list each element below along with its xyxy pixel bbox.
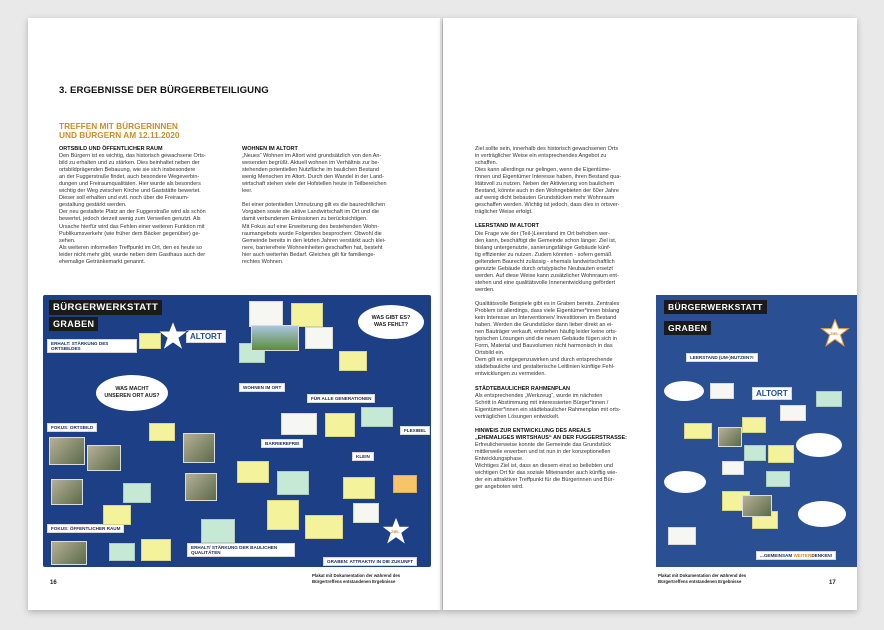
sticky-note xyxy=(305,515,343,539)
text-line: leider nicht mehr gibt, wurde neben dem Gasthaus auch der xyxy=(59,251,206,258)
poster-caption xyxy=(658,573,746,585)
sticky-note xyxy=(277,471,309,495)
text-line: stehen und eine qualitätsvolle Innenentwicklung gefördert xyxy=(475,279,616,286)
text-line: wichtig der Weg zwischen Kirche und Gaststätte bewertet. xyxy=(59,188,201,195)
text-line: Ziel sollte sein, innerhalb des historisch gewachsenen Orts xyxy=(475,146,619,152)
section-title: STÄDTEBAULICHER RAHMENPLAN xyxy=(475,385,571,392)
text-line: nen Bauträger verkauft, entstehen häufig leider keine orts- xyxy=(475,329,617,336)
meeting-subheading xyxy=(59,122,180,140)
sticky-note xyxy=(742,417,766,433)
poster-title xyxy=(49,300,162,315)
photo-thumbnail xyxy=(51,541,87,565)
sticky-note xyxy=(281,413,317,435)
workshop-poster-photo xyxy=(656,295,857,567)
text-line: geltendem Baurecht zulässig - ehemals landwirtschaftlich xyxy=(475,258,615,265)
text-line: geschaffen werden. Wichtig ist jedoch, dass dies in ortsver- xyxy=(475,202,620,209)
speech-bubble xyxy=(664,381,704,401)
text-line: Bei einer potentiellen Umnutzung gilt es die baurechtlichen xyxy=(242,202,386,209)
poster-strip: LEERSTAND (UM-)NUTZEN?! xyxy=(686,353,758,362)
sticky-note xyxy=(780,405,806,421)
page-number: 17 xyxy=(829,580,836,586)
photo-thumbnail xyxy=(183,433,215,463)
speech-bubble xyxy=(796,433,842,457)
caption-line: Plakat mit Dokumentation der während des xyxy=(312,573,401,578)
section-title: WOHNEN IM ALTORT xyxy=(242,146,298,152)
text-line: Dies kann allerdings nur gelingen, wenn die Eigentüme- xyxy=(475,167,612,174)
poster-strip xyxy=(756,551,836,560)
poster-strip: FOKUS: ÖFFENTLICHER RAUM xyxy=(47,524,124,533)
right-text-column xyxy=(475,146,653,491)
bubble-text: WAS GIBT ES? xyxy=(371,315,411,321)
sticky-note xyxy=(339,351,367,371)
sticky-note xyxy=(343,477,375,499)
sticky-note xyxy=(249,301,283,327)
sticky-note xyxy=(123,483,151,503)
text-line: hier auch weiterhin Bedarf. Gleiches gilt für familienge- xyxy=(242,251,376,258)
text-line: städtebauliche und gestalterische Leitlinien künftige Fehl- xyxy=(475,364,615,371)
text-line: Erfreulicherweise konnte die Gemeinde das Grundstück xyxy=(475,441,612,448)
bubble-text: WAS MACHT xyxy=(115,386,149,392)
sticky-note xyxy=(816,391,842,407)
text-line: tig effizienter zu nutzen. Zudem könnten - sofern gemäß xyxy=(475,251,612,258)
sticky-note xyxy=(353,503,379,523)
poster-strip: ERHALT/ STÄRKUNG DER BAULICHEN QUALITÄTEN xyxy=(187,543,295,557)
text-line: Den Bürgern ist es wichtig, das historisch gewachsene Orts- xyxy=(59,153,206,160)
star-sticker-icon xyxy=(156,320,190,354)
text-line: damit verbundenen Emissionen zu berücksichtigen. xyxy=(242,216,368,223)
text-line: wesenden begrüßt. Aktuell wohnen im Verhältnis zur be- xyxy=(242,160,380,167)
text-line: raumangebots wurde Folgendes besprochen: Obwohl die xyxy=(242,230,382,237)
sticky-note xyxy=(103,505,131,525)
right-page xyxy=(443,18,857,610)
section-body xyxy=(475,393,653,421)
poster-strip: FOKUS: ORTSBILD xyxy=(47,423,97,432)
strip-text: WEITER xyxy=(793,553,812,558)
text-line: Qualitätsvolle Beispiele gibt es in Graben bereits. Zentrales xyxy=(475,300,620,307)
text-line: Ortsbild ein. xyxy=(475,350,505,357)
text-line: dungen und Freiraumqualitäten. Hier wurde als besonders xyxy=(59,181,201,188)
text-line: werden. Auf diese Weise kann zusätzlicher Wohnraum ent- xyxy=(475,272,619,279)
section-title: „EHEMALIGES WIRTSHAUS“ AN DER FUGGERSTRASSE: xyxy=(475,434,627,441)
text-line: entwicklungen zu vermeiden. xyxy=(475,371,546,378)
text-line: Eigentümer*innen ein städtebaulicher Rahmenplan mit orts- xyxy=(475,406,621,413)
text-line: litätsvoll zu nutzen. Neben der Aktivierung von baulichem xyxy=(475,181,615,188)
text-line: sehen. xyxy=(59,237,76,244)
text-line: rechtes Wohnen. xyxy=(242,258,284,265)
text-line: „Neues“ Wohnen im Altort wird grundsätzlich von den An- xyxy=(242,153,382,160)
speech-bubble xyxy=(358,305,424,339)
photo-thumbnail xyxy=(87,445,121,471)
subheading-line: TREFFEN MIT BÜRGERINNEN xyxy=(59,121,178,131)
text-line: werden. xyxy=(475,286,495,293)
caption-line: Plakat mit Dokumentation der während des xyxy=(658,573,747,578)
section-body xyxy=(475,442,653,491)
sticky-note xyxy=(325,413,355,437)
text-line: gestaltung gestärkt werden. xyxy=(59,202,127,209)
sticky-note xyxy=(361,407,393,427)
text-line: träglicher Weise erfolgt. xyxy=(475,209,533,216)
sticky-note xyxy=(141,539,171,561)
star-label: ZIEL xyxy=(391,529,400,534)
text-line: Schritt in Abstimmung mit interessierten Bürger*innen / xyxy=(475,399,609,406)
strip-text: DENKEN! xyxy=(811,553,833,558)
text-line: wirtschaft stehen viele der Hofstellen heute in Teilbereichen xyxy=(242,181,387,188)
bubble-text: WAS FEHLT? xyxy=(373,322,409,328)
poster-strip: ALTORT xyxy=(186,330,226,343)
caption-line: Bürgertreffens entstandenen Ergebnisse xyxy=(312,579,396,584)
text-line: Der neu gestaltete Platz an der Fuggerstraße wird als schön xyxy=(59,209,206,216)
text-line: Dem gilt es entgegenzuwirken und durch entsprechende xyxy=(475,357,613,364)
page-number: 16 xyxy=(50,580,57,586)
sticky-note xyxy=(766,471,790,487)
text-line xyxy=(475,294,653,301)
section-title: HINWEIS ZUR ENTWICKLUNG DES AREALS xyxy=(475,427,591,434)
text-line: bild zu erhalten und zu stärken. Dies beinhaltet neben der xyxy=(59,160,200,167)
section-body xyxy=(242,153,414,266)
text-line: typischen Lösungen und die neuen Gebäude fügen sich in xyxy=(475,336,617,343)
poster-subtitle: GRABEN xyxy=(664,321,711,335)
sticky-note xyxy=(768,445,794,463)
poster-strip: GRABEN: ATTRAKTIV IN DIE ZUKUNFT xyxy=(323,557,417,566)
text-line: ger angeboten wird. xyxy=(475,484,524,491)
speech-bubble xyxy=(798,501,846,527)
sticky-note xyxy=(149,423,175,441)
text-line: bewertet, jedoch derzeit wenig zum Verweilen genutzt. Als xyxy=(59,216,201,223)
text-line: bislang untergenutzte, sanierungsfähige Gebäude künf- xyxy=(475,244,611,251)
speech-bubble xyxy=(96,375,168,411)
text-line: mittlerweile erwerben und ist nun in der konzeptionellen xyxy=(475,448,611,455)
text-line: wenig Menschen im Altort. Durch den Wandel in der Land- xyxy=(242,174,384,181)
text-line: auf wenig dicht bebauten Grundstücken mehr Wohnraum xyxy=(475,195,615,202)
poster-strip: WOHNEN IM ORT xyxy=(239,383,285,392)
text-line: ehemalige Getränkemarkt genannt. xyxy=(59,258,146,265)
photo-thumbnail xyxy=(251,325,299,351)
text-line: Als weiteren informellen Treffpunkt im Ort, den es heute so xyxy=(59,244,202,251)
speech-bubble xyxy=(664,471,706,493)
text-line: rinnen und Eigentümer Interesse haben, ihren Bestand qua- xyxy=(475,174,622,181)
text-line: Mit Fokus auf eine Erweiterung des bestehenden Wohn- xyxy=(242,223,380,230)
page-heading: 3. ERGEBNISSE DER BÜRGERBETEILIGUNG xyxy=(59,85,269,96)
sticky-note xyxy=(710,383,734,399)
poster-subtitle: GRABEN xyxy=(49,317,98,331)
poster-strip: FLEXIBEL xyxy=(400,426,430,435)
section-title: LEERSTAND IM ALTORT xyxy=(475,223,539,230)
text-line: leer. xyxy=(242,188,253,195)
text-line: verträglichen Lösungen entwickelt. xyxy=(475,413,560,420)
text-line xyxy=(242,195,414,202)
text-line: Dieser soll erhalten und evtl. noch über die Freiraum- xyxy=(59,195,189,202)
workshop-poster-photo xyxy=(43,295,431,567)
poster-strip: ERHALT: STÄRKUNG DES ORTSBILDES xyxy=(47,339,137,353)
text-line: Problem ist allerdings, dass viele Eigentümer*innen bislang xyxy=(475,308,620,315)
poster-strip: ALTORT xyxy=(752,387,792,400)
text-line: der ein attraktiver Treffpunkt für die Bürgerinnen und Bür- xyxy=(475,477,615,484)
text-line: in verträglicher Weise ein entsprechendes Angebot zu xyxy=(475,153,607,160)
text-line: Ursache hierfür wird das Fehlen einer weiteren Funktion mit xyxy=(59,223,205,230)
text-line: Form, Material und Bauvolumen nicht harmonisch in das xyxy=(475,343,613,350)
sticky-note xyxy=(305,327,333,349)
text-line: haben. Werden die Grundstücke dann lieber direkt an ei- xyxy=(475,322,614,329)
poster-title-line: BÜRGERWERKSTATT xyxy=(53,302,159,313)
section-body xyxy=(59,153,244,266)
photo-thumbnail xyxy=(49,437,85,465)
section-body xyxy=(475,146,653,216)
photo-thumbnail xyxy=(185,473,217,501)
text-line: schaffen. xyxy=(475,160,498,167)
photo-thumbnail xyxy=(51,479,83,505)
star-label: ZIEL xyxy=(830,331,839,336)
text-line: Publikumsverkehr (wie früher dem Bäcker gegenüber) ge- xyxy=(59,230,201,237)
text-line: Als entsprechendes „Werkzeug“, wurde im nächsten xyxy=(475,392,603,399)
section-body xyxy=(475,231,653,379)
section-title: ORTSBILD UND ÖFFENTLICHER RAUM xyxy=(59,146,163,152)
text-line: Die Frage wie der (Teil-)Leerstand im Ort behoben wer- xyxy=(475,230,610,237)
poster-title: BÜRGERWERKSTATT xyxy=(664,300,767,314)
text-line: den kann, beschäftigt die Gemeinde schon länger. Ziel ist, xyxy=(475,237,617,244)
text-line: Entwicklungsphase. xyxy=(475,455,524,462)
poster-caption xyxy=(312,573,400,585)
text-line: Wichtiges Ziel ist, dass an diesem einst so beliebten und xyxy=(475,462,613,469)
sticky-note xyxy=(684,423,712,439)
text-line: Bestand, könnte auch in den Wohngebieten der 60er Jahre xyxy=(475,188,619,195)
sticky-note xyxy=(139,333,161,349)
poster-strip: KLEIN xyxy=(352,452,374,461)
left-page xyxy=(28,18,442,610)
text-line: ortsbildprägenden Bebauung, wie sie sich insbesondere xyxy=(59,167,196,174)
text-line: Vorgaben sowie die aktive Landwirtschaft im Ort und die xyxy=(242,209,379,216)
text-line: stehenden potentiellen Nutzfläche im baulichen Bestand xyxy=(242,167,379,174)
text-line: genutzte Gebäude durch ortstypische Neubauten ersetzt xyxy=(475,265,613,272)
text-line: nere, barrierefreie Wohneinheiten geschaffen hat, besteht xyxy=(242,244,383,251)
sticky-note xyxy=(267,500,299,530)
sticky-note xyxy=(109,543,135,561)
strip-text: ...GEMEINSAM xyxy=(760,553,794,558)
photo-thumbnail xyxy=(742,495,772,517)
text-line: Gemeinde bereits in den letzten Jahren verstärkt auch klei- xyxy=(242,237,386,244)
caption-line: Bürgertreffens entstandenen Ergebnisse xyxy=(658,579,742,584)
text-line: wichtigen Ort für das soziale Miteinander auch künftig wie- xyxy=(475,470,618,477)
sticky-note xyxy=(722,461,744,475)
sticky-note xyxy=(201,519,235,543)
poster-strip: BARRIEREFREI xyxy=(261,439,303,448)
poster-strip: FÜR ALLE GENERATIONEN xyxy=(307,394,375,403)
subheading-line: UND BÜRGERN AM 12.11.2020 xyxy=(59,130,180,140)
text-line: an der Fuggerstraße findet, auch besondere Wegeverbin- xyxy=(59,174,200,181)
sticky-note xyxy=(668,527,696,545)
wohnen-section xyxy=(242,146,414,266)
sticky-note xyxy=(744,445,766,461)
ortsbild-section xyxy=(59,146,244,266)
bubble-text: UNSEREN ORT AUS? xyxy=(104,393,160,399)
photo-thumbnail xyxy=(718,427,742,447)
sticky-note xyxy=(291,303,323,327)
text-line: kein Interesse an Interventionen/ Investitionen im Bestand xyxy=(475,315,617,322)
sticky-note xyxy=(393,475,417,493)
sticky-note xyxy=(237,461,269,483)
